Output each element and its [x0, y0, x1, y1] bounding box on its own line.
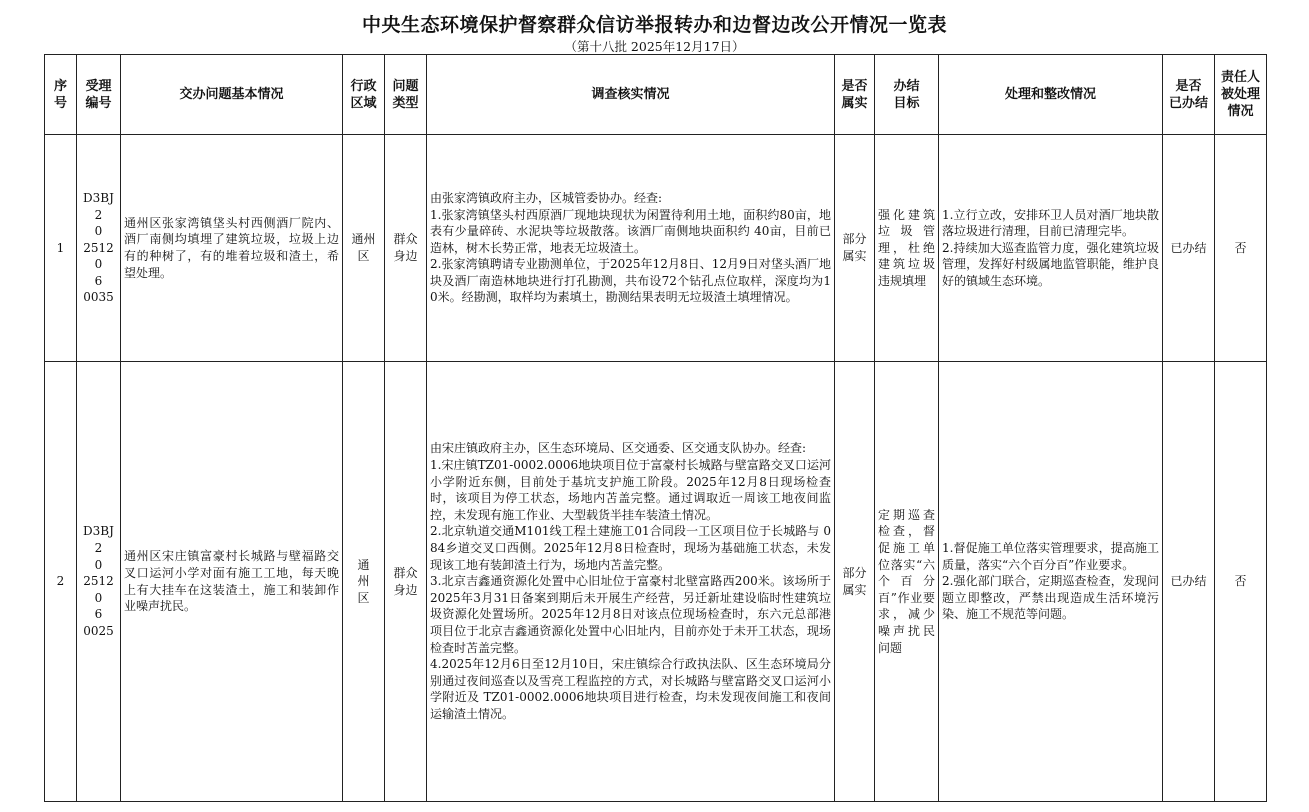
cell-issue: 通州区张家湾镇垡头村西侧酒厂院内、酒厂南侧均填埋了建筑垃圾，垃圾上边有的种树了，有的堆着垃圾和渣土，希望处理。	[121, 135, 343, 362]
header-district: 行政 区域	[343, 55, 385, 135]
cell-investigation: 由张家湾镇政府主办，区城管委协办。经查: 1.张家湾镇垡头村西原酒厂现地块现状为闲置待利用土地，面积约80亩，地表有少量碎砖、水泥块等垃圾散落。该酒厂南侧地块面积约 40亩，目前已造林，树木长势正常，地表无垃圾渣土。 2.张家湾镇聘请专业勘测单位，于2025年12月8日、12月9日对垡头酒厂地块及酒厂南造林地块进行打孔勘测，共布设72个钻孔点位取样，深度均为10米。经勘测，取样均为素填土，勘测结果表明无垃圾渣土填埋情况。	[427, 135, 835, 362]
header-goal: 办结 目标	[875, 55, 939, 135]
header-type: 问题 类型	[385, 55, 427, 135]
cell-code: D3BJ2 0 25120 6 0025	[77, 362, 121, 802]
table-row	[45, 362, 1267, 802]
cell-goal: 强化建筑垃圾管理，杜绝建筑垃圾违规填埋	[875, 135, 939, 362]
cell-issue: 通州区宋庄镇富豪村长城路与壁福路交叉口运河小学对面有施工工地，每天晚上有大挂车在这装渣土，施工和装卸作业噪声扰民。	[121, 362, 343, 802]
cell-completed: 已办结	[1163, 362, 1215, 802]
cell-goal: 定期巡查检查，督促施工单位落实“六个百分百”作业要求，减少噪声扰民问题	[875, 362, 939, 802]
header-investigation: 调查核实情况	[427, 55, 835, 135]
cell-handling: 1.立行立改，安排环卫人员对酒厂地块散落垃圾进行清理，目前已清理完毕。 2.持续加大巡查监管力度，强化建筑垃圾管理，发挥好村级属地监管职能，维护良好的镇域生态环境。	[939, 135, 1163, 362]
cell-completed: 已办结	[1163, 135, 1215, 362]
header-handling: 处理和整改情况	[939, 55, 1163, 135]
petition-table	[44, 54, 1267, 802]
cell-accountability: 否	[1215, 362, 1267, 802]
cell-handling: 1.督促施工单位落实管理要求，提高施工质量，落实“六个百分百”作业要求。 2.强化部门联合，定期巡查检查，发现问题立即整改，严禁出现造成生活环境污染、施工不规范等问题。	[939, 362, 1163, 802]
header-verified: 是否 属实	[835, 55, 875, 135]
header-accountability: 责任人 被处理 情况	[1215, 55, 1267, 135]
cell-code: D3BJ2 0 25120 6 0035	[77, 135, 121, 362]
cell-district: 通 州 区	[343, 362, 385, 802]
cell-investigation: 由宋庄镇政府主办，区生态环境局、区交通委、区交通支队协办。经查: 1.宋庄镇TZ01-0002.0006地块项目位于富豪村长城路与壁富路交叉口运河小学附近东侧，目前处于基坑支护施工阶段。2025年12月8日现场检查时，该项目为停工状态，场地内苫盖完整。通过调取近一周该工地夜间监控，未发现有施工作业、大型载货半挂车装渣土情况。 2.北京轨道交通M101线工程土建施工01合同段一工区项目位于长城路与 084乡道交叉口西侧。2025年12月8日检查时，现场为基础施工状态，未发现该工地有装卸渣土行为，场地内苫盖完整。 3.北京吉鑫通资源化处置中心旧址位于富豪村北壁富路西200米。该场所于2025年3月31日备案到期后未开展生产经营，另迁新址建设临时性建筑垃圾资源化处置场所。2025年12月8日对该点位现场检查时，东六元总部港项目位于北京吉鑫通资源化处置中心旧址内，目前亦处于未开工状态，现场检查时苫盖完整。 4.2025年12月6日至12月10日，宋庄镇综合行政执法队、区生态环境局分别通过夜间巡查以及雪亮工程监控的方式，对长城路与壁富路交叉口运河小学附近及 TZ01-0002.0006地块项目进行检查，均未发现夜间施工和夜间运输渣土情况。	[427, 362, 835, 802]
cell-seq: 1	[45, 135, 77, 362]
header-code: 受理 编号	[77, 55, 121, 135]
table-row	[45, 135, 1267, 362]
header-issue: 交办问题基本情况	[121, 55, 343, 135]
cell-verified: 部分 属实	[835, 362, 875, 802]
page-title: 中央生态环境保护督察群众信访举报转办和边督边改公开情况一览表	[361, 14, 947, 36]
header-seq: 序 号	[45, 55, 77, 135]
cell-seq: 2	[45, 362, 77, 802]
cell-accountability: 否	[1215, 135, 1267, 362]
cell-verified: 部分 属实	[835, 135, 875, 362]
cell-type: 群众 身边	[385, 362, 427, 802]
header-completed: 是否 已办结	[1163, 55, 1215, 135]
header-row	[45, 55, 1267, 135]
page-subtitle: （第十八批 2025年12月17日）	[564, 39, 745, 54]
cell-type: 群众 身边	[385, 135, 427, 362]
cell-district: 通州 区	[343, 135, 385, 362]
